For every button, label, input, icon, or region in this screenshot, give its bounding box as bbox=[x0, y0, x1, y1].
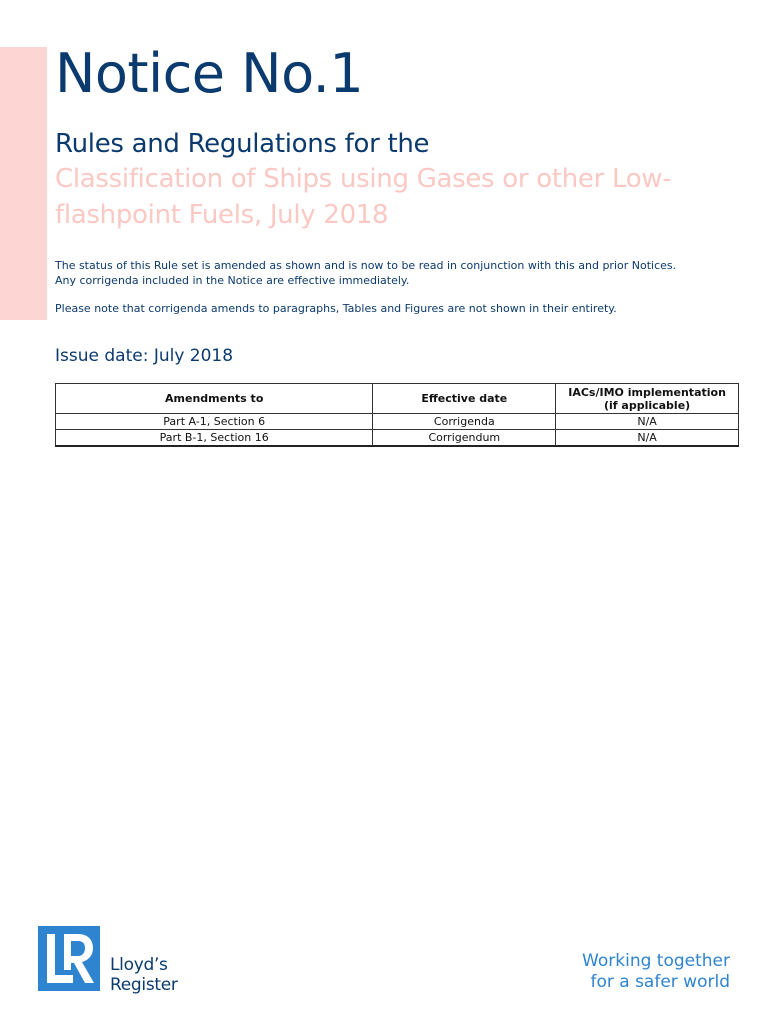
amendments-table bbox=[55, 383, 739, 447]
tagline-line-1: Working together bbox=[582, 951, 730, 971]
table-row bbox=[56, 414, 739, 430]
tagline-line-2: for a safer world bbox=[590, 972, 730, 992]
tagline bbox=[582, 951, 730, 993]
table-row bbox=[56, 430, 739, 447]
lr-logo-icon bbox=[38, 926, 100, 991]
subtitle-line-1: Rules and Regulations for the bbox=[55, 129, 430, 159]
cell-implementation: N/A bbox=[556, 414, 739, 430]
issue-date: Issue date: July 2018 bbox=[55, 346, 234, 366]
cell-implementation: N/A bbox=[556, 430, 739, 447]
wordmark-line-2: Register bbox=[110, 975, 178, 995]
subtitle-line-2: Classification of Ships using Gases or other Low-flashpoint Fuels, July 2018 bbox=[55, 164, 672, 230]
table-header-row bbox=[56, 384, 739, 414]
cell-amendment: Part B-1, Section 16 bbox=[56, 430, 373, 447]
cell-effective-date: Corrigendum bbox=[373, 430, 556, 447]
status-paragraph bbox=[55, 258, 676, 288]
notice-title: Notice No.1 bbox=[55, 42, 364, 105]
accent-bar bbox=[0, 47, 47, 320]
status-line-2: Any corrigenda included in the Notice are effective immediately. bbox=[55, 274, 410, 287]
header-implementation: IACs/IMO implementation (if applicable) bbox=[556, 384, 739, 414]
lloyds-register-wordmark bbox=[110, 955, 178, 995]
cell-amendment: Part A-1, Section 6 bbox=[56, 414, 373, 430]
cell-effective-date: Corrigenda bbox=[373, 414, 556, 430]
status-line-1: The status of this Rule set is amended as shown and is now to be read in conjunction with this and prior Notices. bbox=[55, 259, 677, 272]
header-amendments-to: Amendments to bbox=[56, 384, 373, 414]
header-effective-date: Effective date bbox=[373, 384, 556, 414]
corrigenda-note: Please note that corrigenda amends to paragraphs, Tables and Figures are not shown in their entirety. bbox=[55, 302, 617, 315]
wordmark-line-1: Lloyd’s bbox=[110, 955, 168, 975]
